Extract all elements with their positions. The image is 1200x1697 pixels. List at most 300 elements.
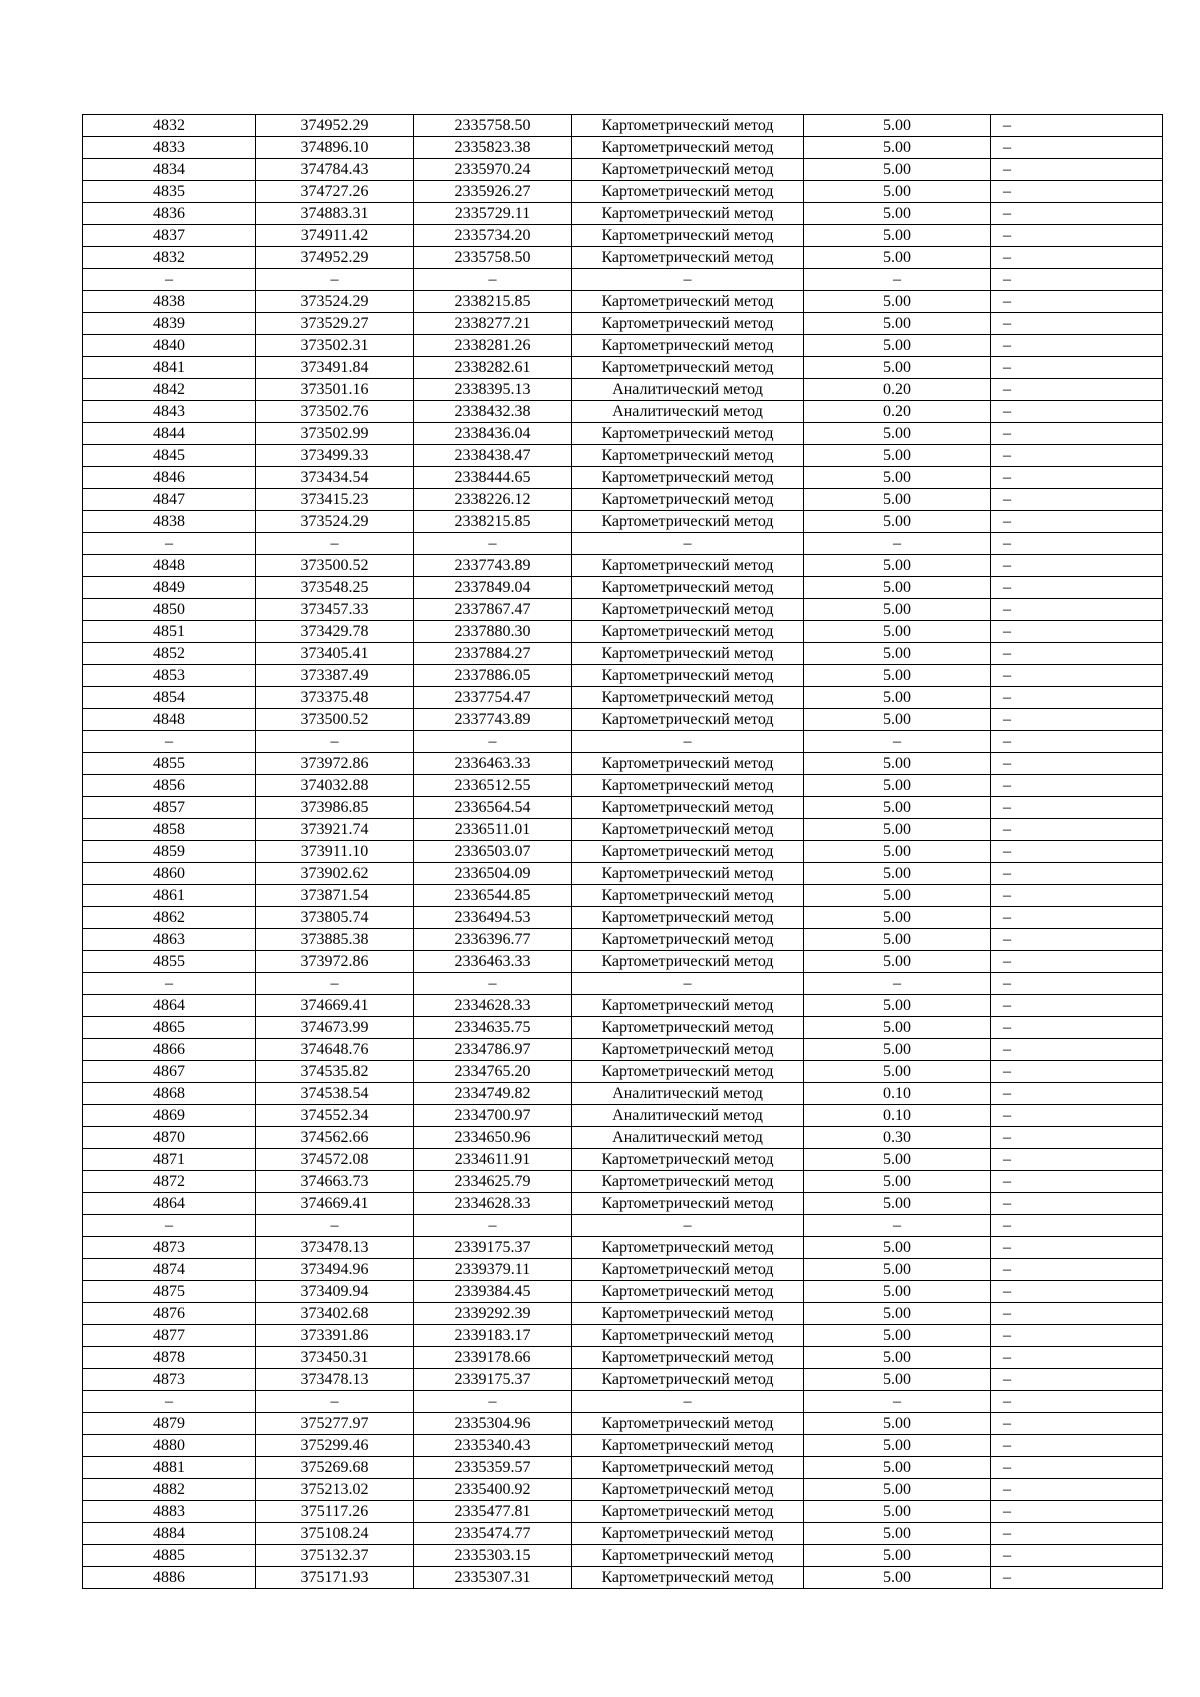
accuracy-cell: 5.00 [804, 1479, 991, 1501]
accuracy-cell: – [804, 1391, 991, 1413]
method-cell: Картометрический метод [572, 775, 804, 797]
description-cell: – [991, 533, 1163, 555]
x-coordinate-cell: 374535.82 [256, 1061, 414, 1083]
table-row [83, 1281, 1163, 1303]
table-row [83, 115, 1163, 137]
description-cell: – [991, 1149, 1163, 1171]
y-coordinate-cell: 2339384.45 [414, 1281, 572, 1303]
x-coordinate-cell: 374896.10 [256, 137, 414, 159]
table-row [83, 335, 1163, 357]
x-coordinate-cell: 373805.74 [256, 907, 414, 929]
accuracy-cell: 0.10 [804, 1105, 991, 1127]
table-row [83, 951, 1163, 973]
description-cell: – [991, 555, 1163, 577]
accuracy-cell: 5.00 [804, 1303, 991, 1325]
table-row [83, 709, 1163, 731]
point-number-cell: 4838 [83, 511, 256, 533]
x-coordinate-cell: 373524.29 [256, 291, 414, 313]
x-coordinate-cell: 373402.68 [256, 1303, 414, 1325]
y-coordinate-cell: 2336512.55 [414, 775, 572, 797]
coordinates-table [82, 114, 1163, 1589]
y-coordinate-cell: 2335340.43 [414, 1435, 572, 1457]
table-row [83, 1325, 1163, 1347]
accuracy-cell: – [804, 731, 991, 753]
accuracy-cell: 5.00 [804, 467, 991, 489]
x-coordinate-cell: 375108.24 [256, 1523, 414, 1545]
accuracy-cell: 5.00 [804, 885, 991, 907]
method-cell: Картометрический метод [572, 709, 804, 731]
accuracy-cell: 5.00 [804, 181, 991, 203]
description-cell: – [991, 115, 1163, 137]
x-coordinate-cell: 374669.41 [256, 995, 414, 1017]
table-row [83, 401, 1163, 423]
accuracy-cell: 5.00 [804, 1017, 991, 1039]
y-coordinate-cell: 2339175.37 [414, 1369, 572, 1391]
point-number-cell: 4870 [83, 1127, 256, 1149]
method-cell: Картометрический метод [572, 489, 804, 511]
y-coordinate-cell: 2334628.33 [414, 1193, 572, 1215]
description-cell: – [991, 1061, 1163, 1083]
description-cell: – [991, 335, 1163, 357]
description-cell: – [991, 929, 1163, 951]
point-number-cell: 4860 [83, 863, 256, 885]
point-number-cell: 4867 [83, 1061, 256, 1083]
accuracy-cell: 5.00 [804, 1325, 991, 1347]
x-coordinate-cell: 375299.46 [256, 1435, 414, 1457]
accuracy-cell: 5.00 [804, 247, 991, 269]
accuracy-cell: 5.00 [804, 1193, 991, 1215]
x-coordinate-cell: 374673.99 [256, 1017, 414, 1039]
y-coordinate-cell: 2337886.05 [414, 665, 572, 687]
point-number-cell: 4843 [83, 401, 256, 423]
y-coordinate-cell: 2337743.89 [414, 709, 572, 731]
method-cell: Картометрический метод [572, 1303, 804, 1325]
accuracy-cell: 5.00 [804, 357, 991, 379]
description-cell: – [991, 995, 1163, 1017]
point-number-cell: 4841 [83, 357, 256, 379]
table-row [83, 973, 1163, 995]
table-row [83, 599, 1163, 621]
x-coordinate-cell: 374883.31 [256, 203, 414, 225]
x-coordinate-cell: 374572.08 [256, 1149, 414, 1171]
table-row [83, 511, 1163, 533]
description-cell: – [991, 1237, 1163, 1259]
y-coordinate-cell: 2338282.61 [414, 357, 572, 379]
table-row [83, 1567, 1163, 1589]
y-coordinate-cell: 2334625.79 [414, 1171, 572, 1193]
description-cell: – [991, 1303, 1163, 1325]
table-row [83, 379, 1163, 401]
description-cell: – [991, 1325, 1163, 1347]
x-coordinate-cell: 373478.13 [256, 1369, 414, 1391]
x-coordinate-cell: 374032.88 [256, 775, 414, 797]
description-cell: – [991, 1017, 1163, 1039]
table-row [83, 1083, 1163, 1105]
table-row [83, 907, 1163, 929]
y-coordinate-cell: 2335970.24 [414, 159, 572, 181]
x-coordinate-cell: 373429.78 [256, 621, 414, 643]
method-cell: Картометрический метод [572, 995, 804, 1017]
method-cell: Картометрический метод [572, 159, 804, 181]
accuracy-cell: 5.00 [804, 951, 991, 973]
table-row [83, 753, 1163, 775]
table-row [83, 731, 1163, 753]
x-coordinate-cell: 373524.29 [256, 511, 414, 533]
table-row [83, 1413, 1163, 1435]
coordinates-table-body [83, 115, 1163, 1589]
accuracy-cell: 5.00 [804, 1149, 991, 1171]
description-cell: – [991, 1039, 1163, 1061]
y-coordinate-cell: 2336503.07 [414, 841, 572, 863]
point-number-cell: 4835 [83, 181, 256, 203]
y-coordinate-cell: 2336564.54 [414, 797, 572, 819]
method-cell: – [572, 533, 804, 555]
point-number-cell: 4861 [83, 885, 256, 907]
x-coordinate-cell: 375132.37 [256, 1545, 414, 1567]
point-number-cell: 4852 [83, 643, 256, 665]
accuracy-cell: 5.00 [804, 225, 991, 247]
description-cell: – [991, 643, 1163, 665]
point-number-cell: 4878 [83, 1347, 256, 1369]
table-row [83, 1149, 1163, 1171]
y-coordinate-cell: 2338215.85 [414, 291, 572, 313]
table-row [83, 159, 1163, 181]
point-number-cell: 4847 [83, 489, 256, 511]
x-coordinate-cell: 373375.48 [256, 687, 414, 709]
description-cell: – [991, 1215, 1163, 1237]
point-number-cell: – [83, 731, 256, 753]
point-number-cell: 4865 [83, 1017, 256, 1039]
accuracy-cell: 5.00 [804, 775, 991, 797]
point-number-cell: 4884 [83, 1523, 256, 1545]
description-cell: – [991, 313, 1163, 335]
method-cell: Картометрический метод [572, 1237, 804, 1259]
point-number-cell: 4874 [83, 1259, 256, 1281]
x-coordinate-cell: 375171.93 [256, 1567, 414, 1589]
accuracy-cell: 5.00 [804, 929, 991, 951]
point-number-cell: 4851 [83, 621, 256, 643]
description-cell: – [991, 1259, 1163, 1281]
table-row [83, 1193, 1163, 1215]
y-coordinate-cell: 2336396.77 [414, 929, 572, 951]
point-number-cell: 4871 [83, 1149, 256, 1171]
y-coordinate-cell: 2338444.65 [414, 467, 572, 489]
method-cell: Картометрический метод [572, 247, 804, 269]
y-coordinate-cell: 2334635.75 [414, 1017, 572, 1039]
x-coordinate-cell: 374784.43 [256, 159, 414, 181]
x-coordinate-cell: 373500.52 [256, 709, 414, 731]
method-cell: – [572, 1215, 804, 1237]
point-number-cell: 4864 [83, 995, 256, 1017]
description-cell: – [991, 1413, 1163, 1435]
table-row [83, 1171, 1163, 1193]
point-number-cell: 4868 [83, 1083, 256, 1105]
method-cell: – [572, 731, 804, 753]
description-cell: – [991, 709, 1163, 731]
description-cell: – [991, 1171, 1163, 1193]
accuracy-cell: 5.00 [804, 797, 991, 819]
method-cell: Картометрический метод [572, 511, 804, 533]
y-coordinate-cell: 2335758.50 [414, 247, 572, 269]
description-cell: – [991, 1105, 1163, 1127]
x-coordinate-cell: 374552.34 [256, 1105, 414, 1127]
description-cell: – [991, 687, 1163, 709]
accuracy-cell: 5.00 [804, 1039, 991, 1061]
description-cell: – [991, 665, 1163, 687]
method-cell: Картометрический метод [572, 929, 804, 951]
point-number-cell: 4864 [83, 1193, 256, 1215]
y-coordinate-cell: 2334700.97 [414, 1105, 572, 1127]
x-coordinate-cell: 374648.76 [256, 1039, 414, 1061]
table-row [83, 137, 1163, 159]
accuracy-cell: 5.00 [804, 599, 991, 621]
table-row [83, 1523, 1163, 1545]
description-cell: – [991, 1501, 1163, 1523]
accuracy-cell: 5.00 [804, 511, 991, 533]
point-number-cell: 4881 [83, 1457, 256, 1479]
x-coordinate-cell: 373450.31 [256, 1347, 414, 1369]
table-row [83, 489, 1163, 511]
accuracy-cell: 5.00 [804, 1281, 991, 1303]
description-cell: – [991, 599, 1163, 621]
point-number-cell: 4834 [83, 159, 256, 181]
x-coordinate-cell: 374663.73 [256, 1171, 414, 1193]
point-number-cell: 4863 [83, 929, 256, 951]
table-row [83, 1347, 1163, 1369]
y-coordinate-cell: 2336463.33 [414, 753, 572, 775]
point-number-cell: 4859 [83, 841, 256, 863]
accuracy-cell: 5.00 [804, 687, 991, 709]
description-cell: – [991, 269, 1163, 291]
y-coordinate-cell: 2338438.47 [414, 445, 572, 467]
method-cell: Картометрический метод [572, 841, 804, 863]
accuracy-cell: 5.00 [804, 159, 991, 181]
description-cell: – [991, 291, 1163, 313]
description-cell: – [991, 1347, 1163, 1369]
method-cell: Картометрический метод [572, 203, 804, 225]
description-cell: – [991, 357, 1163, 379]
description-cell: – [991, 907, 1163, 929]
table-row [83, 1105, 1163, 1127]
table-row [83, 1039, 1163, 1061]
accuracy-cell: 5.00 [804, 819, 991, 841]
method-cell: Картометрический метод [572, 819, 804, 841]
x-coordinate-cell: 373921.74 [256, 819, 414, 841]
table-row [83, 247, 1163, 269]
description-cell: – [991, 379, 1163, 401]
method-cell: Аналитический метод [572, 1083, 804, 1105]
y-coordinate-cell: 2336463.33 [414, 951, 572, 973]
accuracy-cell: 5.00 [804, 621, 991, 643]
x-coordinate-cell: 373500.52 [256, 555, 414, 577]
x-coordinate-cell: 373502.31 [256, 335, 414, 357]
accuracy-cell: 5.00 [804, 1457, 991, 1479]
table-row [83, 313, 1163, 335]
method-cell: Картометрический метод [572, 1567, 804, 1589]
table-row [83, 1391, 1163, 1413]
description-cell: – [991, 1457, 1163, 1479]
accuracy-cell: 5.00 [804, 841, 991, 863]
point-number-cell: 4872 [83, 1171, 256, 1193]
point-number-cell: 4857 [83, 797, 256, 819]
point-number-cell: 4844 [83, 423, 256, 445]
point-number-cell: 4848 [83, 555, 256, 577]
method-cell: Картометрический метод [572, 907, 804, 929]
y-coordinate-cell: 2334765.20 [414, 1061, 572, 1083]
x-coordinate-cell: – [256, 1215, 414, 1237]
point-number-cell: 4862 [83, 907, 256, 929]
description-cell: – [991, 423, 1163, 445]
accuracy-cell: 5.00 [804, 313, 991, 335]
table-row [83, 841, 1163, 863]
description-cell: – [991, 1391, 1163, 1413]
description-cell: – [991, 1369, 1163, 1391]
y-coordinate-cell: 2335823.38 [414, 137, 572, 159]
y-coordinate-cell: 2338215.85 [414, 511, 572, 533]
x-coordinate-cell: 373405.41 [256, 643, 414, 665]
point-number-cell: 4858 [83, 819, 256, 841]
table-row [83, 1061, 1163, 1083]
accuracy-cell: 5.00 [804, 1501, 991, 1523]
y-coordinate-cell: 2339292.39 [414, 1303, 572, 1325]
x-coordinate-cell: 373457.33 [256, 599, 414, 621]
method-cell: Картометрический метод [572, 1259, 804, 1281]
accuracy-cell: 5.00 [804, 489, 991, 511]
accuracy-cell: 0.10 [804, 1083, 991, 1105]
table-row [83, 577, 1163, 599]
table-row [83, 1501, 1163, 1523]
table-row [83, 1545, 1163, 1567]
x-coordinate-cell: 373387.49 [256, 665, 414, 687]
point-number-cell: 4869 [83, 1105, 256, 1127]
x-coordinate-cell: 374562.66 [256, 1127, 414, 1149]
x-coordinate-cell: 373415.23 [256, 489, 414, 511]
method-cell: Картометрический метод [572, 1457, 804, 1479]
point-number-cell: 4873 [83, 1237, 256, 1259]
point-number-cell: 4842 [83, 379, 256, 401]
description-cell: – [991, 1567, 1163, 1589]
accuracy-cell: 5.00 [804, 1061, 991, 1083]
table-row [83, 1237, 1163, 1259]
point-number-cell: 4885 [83, 1545, 256, 1567]
accuracy-cell: 5.00 [804, 423, 991, 445]
method-cell: Картометрический метод [572, 1061, 804, 1083]
point-number-cell: 4849 [83, 577, 256, 599]
table-row [83, 995, 1163, 1017]
description-cell: – [991, 841, 1163, 863]
accuracy-cell: 5.00 [804, 1259, 991, 1281]
y-coordinate-cell: 2339178.66 [414, 1347, 572, 1369]
method-cell: Картометрический метод [572, 1435, 804, 1457]
x-coordinate-cell: 374911.42 [256, 225, 414, 247]
x-coordinate-cell: 373911.10 [256, 841, 414, 863]
method-cell: Картометрический метод [572, 1281, 804, 1303]
point-number-cell: 4879 [83, 1413, 256, 1435]
y-coordinate-cell: 2339183.17 [414, 1325, 572, 1347]
y-coordinate-cell: – [414, 533, 572, 555]
point-number-cell: 4850 [83, 599, 256, 621]
description-cell: – [991, 1435, 1163, 1457]
y-coordinate-cell: 2335926.27 [414, 181, 572, 203]
table-row [83, 775, 1163, 797]
method-cell: Картометрический метод [572, 445, 804, 467]
x-coordinate-cell: 373986.85 [256, 797, 414, 819]
table-row [83, 181, 1163, 203]
x-coordinate-cell: 373529.27 [256, 313, 414, 335]
method-cell: Картометрический метод [572, 181, 804, 203]
description-cell: – [991, 885, 1163, 907]
y-coordinate-cell: 2338395.13 [414, 379, 572, 401]
accuracy-cell: 5.00 [804, 1567, 991, 1589]
y-coordinate-cell: – [414, 269, 572, 291]
accuracy-cell: 0.20 [804, 401, 991, 423]
table-row [83, 1303, 1163, 1325]
accuracy-cell: 5.00 [804, 445, 991, 467]
accuracy-cell: 5.00 [804, 1369, 991, 1391]
method-cell: Картометрический метод [572, 1149, 804, 1171]
description-cell: – [991, 181, 1163, 203]
description-cell: – [991, 577, 1163, 599]
table-row [83, 1479, 1163, 1501]
method-cell: Картометрический метод [572, 1017, 804, 1039]
point-number-cell: 4837 [83, 225, 256, 247]
x-coordinate-cell: 374669.41 [256, 1193, 414, 1215]
description-cell: – [991, 775, 1163, 797]
point-number-cell: 4846 [83, 467, 256, 489]
point-number-cell: 4845 [83, 445, 256, 467]
method-cell: – [572, 973, 804, 995]
method-cell: Картометрический метод [572, 1039, 804, 1061]
description-cell: – [991, 1281, 1163, 1303]
point-number-cell: 4880 [83, 1435, 256, 1457]
x-coordinate-cell: – [256, 269, 414, 291]
method-cell: Картометрический метод [572, 753, 804, 775]
table-row [83, 203, 1163, 225]
accuracy-cell: 5.00 [804, 1435, 991, 1457]
method-cell: Картометрический метод [572, 291, 804, 313]
method-cell: Аналитический метод [572, 379, 804, 401]
description-cell: – [991, 159, 1163, 181]
x-coordinate-cell: 374952.29 [256, 115, 414, 137]
table-row [83, 269, 1163, 291]
x-coordinate-cell: 373501.16 [256, 379, 414, 401]
y-coordinate-cell: 2339379.11 [414, 1259, 572, 1281]
y-coordinate-cell: 2334786.97 [414, 1039, 572, 1061]
point-number-cell: 4853 [83, 665, 256, 687]
table-row [83, 1457, 1163, 1479]
y-coordinate-cell: 2335474.77 [414, 1523, 572, 1545]
table-row [83, 929, 1163, 951]
y-coordinate-cell: 2335758.50 [414, 115, 572, 137]
description-cell: – [991, 797, 1163, 819]
x-coordinate-cell: 374952.29 [256, 247, 414, 269]
method-cell: Картометрический метод [572, 1325, 804, 1347]
point-number-cell: 4836 [83, 203, 256, 225]
description-cell: – [991, 401, 1163, 423]
table-row [83, 357, 1163, 379]
x-coordinate-cell: 375269.68 [256, 1457, 414, 1479]
x-coordinate-cell: 373871.54 [256, 885, 414, 907]
accuracy-cell: 5.00 [804, 753, 991, 775]
accuracy-cell: 5.00 [804, 577, 991, 599]
x-coordinate-cell: 373491.84 [256, 357, 414, 379]
point-number-cell: 4839 [83, 313, 256, 335]
y-coordinate-cell: – [414, 973, 572, 995]
table-row [83, 1017, 1163, 1039]
description-cell: – [991, 1193, 1163, 1215]
table-row [83, 445, 1163, 467]
method-cell: Картометрический метод [572, 423, 804, 445]
